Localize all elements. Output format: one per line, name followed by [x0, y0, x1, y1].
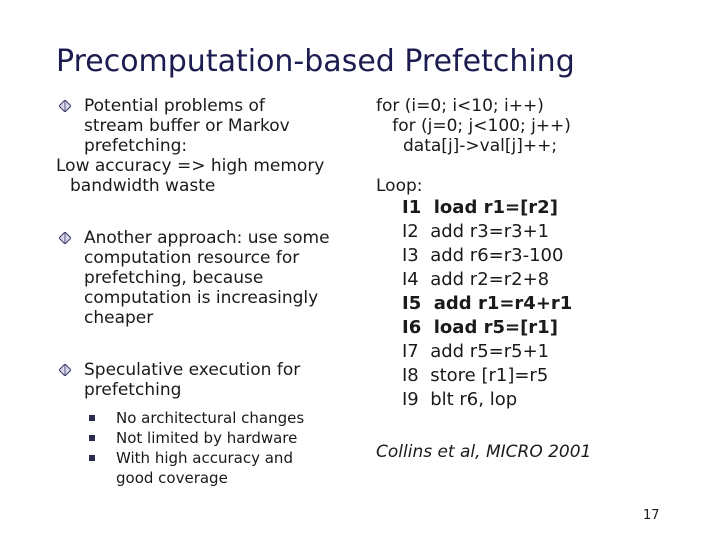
bullet-1-line-3: prefetching: — [84, 136, 188, 156]
instruction-i4: I4 add r2=r2+8 — [402, 269, 550, 290]
bullet-1-line-2: stream buffer or Markov — [84, 116, 290, 136]
bullet-2-line-4: computation is increasingly — [84, 288, 319, 308]
bullet-2-line-2: computation resource for — [84, 248, 300, 268]
sub-bullet-item: Not limited by hardware — [56, 428, 356, 448]
bullet-3-line-1: Speculative execution for — [84, 360, 301, 380]
code-line-1: for (i=0; i<10; i++) — [376, 96, 544, 116]
instruction-i5: I5 add r1=r4+r1 — [402, 293, 573, 314]
square-bullet-icon — [89, 415, 95, 421]
instruction-i8: I8 store [r1]=r5 — [402, 365, 549, 386]
bullet-2-line-1: Another approach: use some — [84, 228, 330, 248]
instruction-i7: I7 add r5=r5+1 — [402, 341, 550, 362]
diamond-bullet-icon — [59, 364, 71, 376]
sub-bullet-item: With high accuracy and — [56, 448, 356, 468]
sub-bullet-item-continuation: good coverage — [116, 469, 228, 487]
instruction-i3: I3 add r6=r3-100 — [402, 245, 564, 266]
square-bullet-icon — [89, 455, 95, 461]
bullet-2-line-5: cheaper — [84, 308, 154, 328]
loop-block — [376, 176, 572, 412]
square-bullet-icon — [89, 435, 95, 441]
bullet-2 — [56, 228, 356, 328]
bullet-3-line-2: prefetching — [84, 380, 182, 400]
instruction-i9: I9 blt r6, lop — [402, 389, 518, 410]
bullet-1-line-4: Low accuracy => high memory — [56, 156, 325, 176]
bullet-3 — [56, 360, 356, 488]
loop-label: Loop: — [376, 176, 423, 196]
bullet-1-line-1: Potential problems of — [84, 96, 265, 116]
left-column — [56, 96, 356, 488]
diamond-bullet-icon — [59, 232, 71, 244]
slide-title: Precomputation-based Prefetching — [56, 44, 575, 79]
bullet-2-line-3: prefetching, because — [84, 268, 264, 288]
citation: Collins et al, MICRO 2001 — [376, 442, 592, 462]
instruction-i6: I6 load r5=[r1] — [402, 317, 558, 338]
instruction-list — [376, 196, 572, 412]
bullet-1-line-5: bandwidth waste — [70, 176, 216, 196]
instruction-i1: I1 load r1=[r2] — [402, 197, 558, 218]
instruction-i2: I2 add r3=r3+1 — [402, 221, 550, 242]
code-line-2: for (j=0; j<100; j++) — [376, 116, 571, 136]
sub-bullet-item: No architectural changes — [56, 408, 356, 428]
sub-bullet-list — [56, 408, 356, 488]
diamond-bullet-icon — [59, 100, 71, 112]
code-line-3: data[j]->val[j]++; — [376, 136, 558, 156]
right-column — [376, 96, 572, 412]
bullet-1 — [56, 96, 356, 196]
page-number: 17 — [643, 508, 660, 523]
